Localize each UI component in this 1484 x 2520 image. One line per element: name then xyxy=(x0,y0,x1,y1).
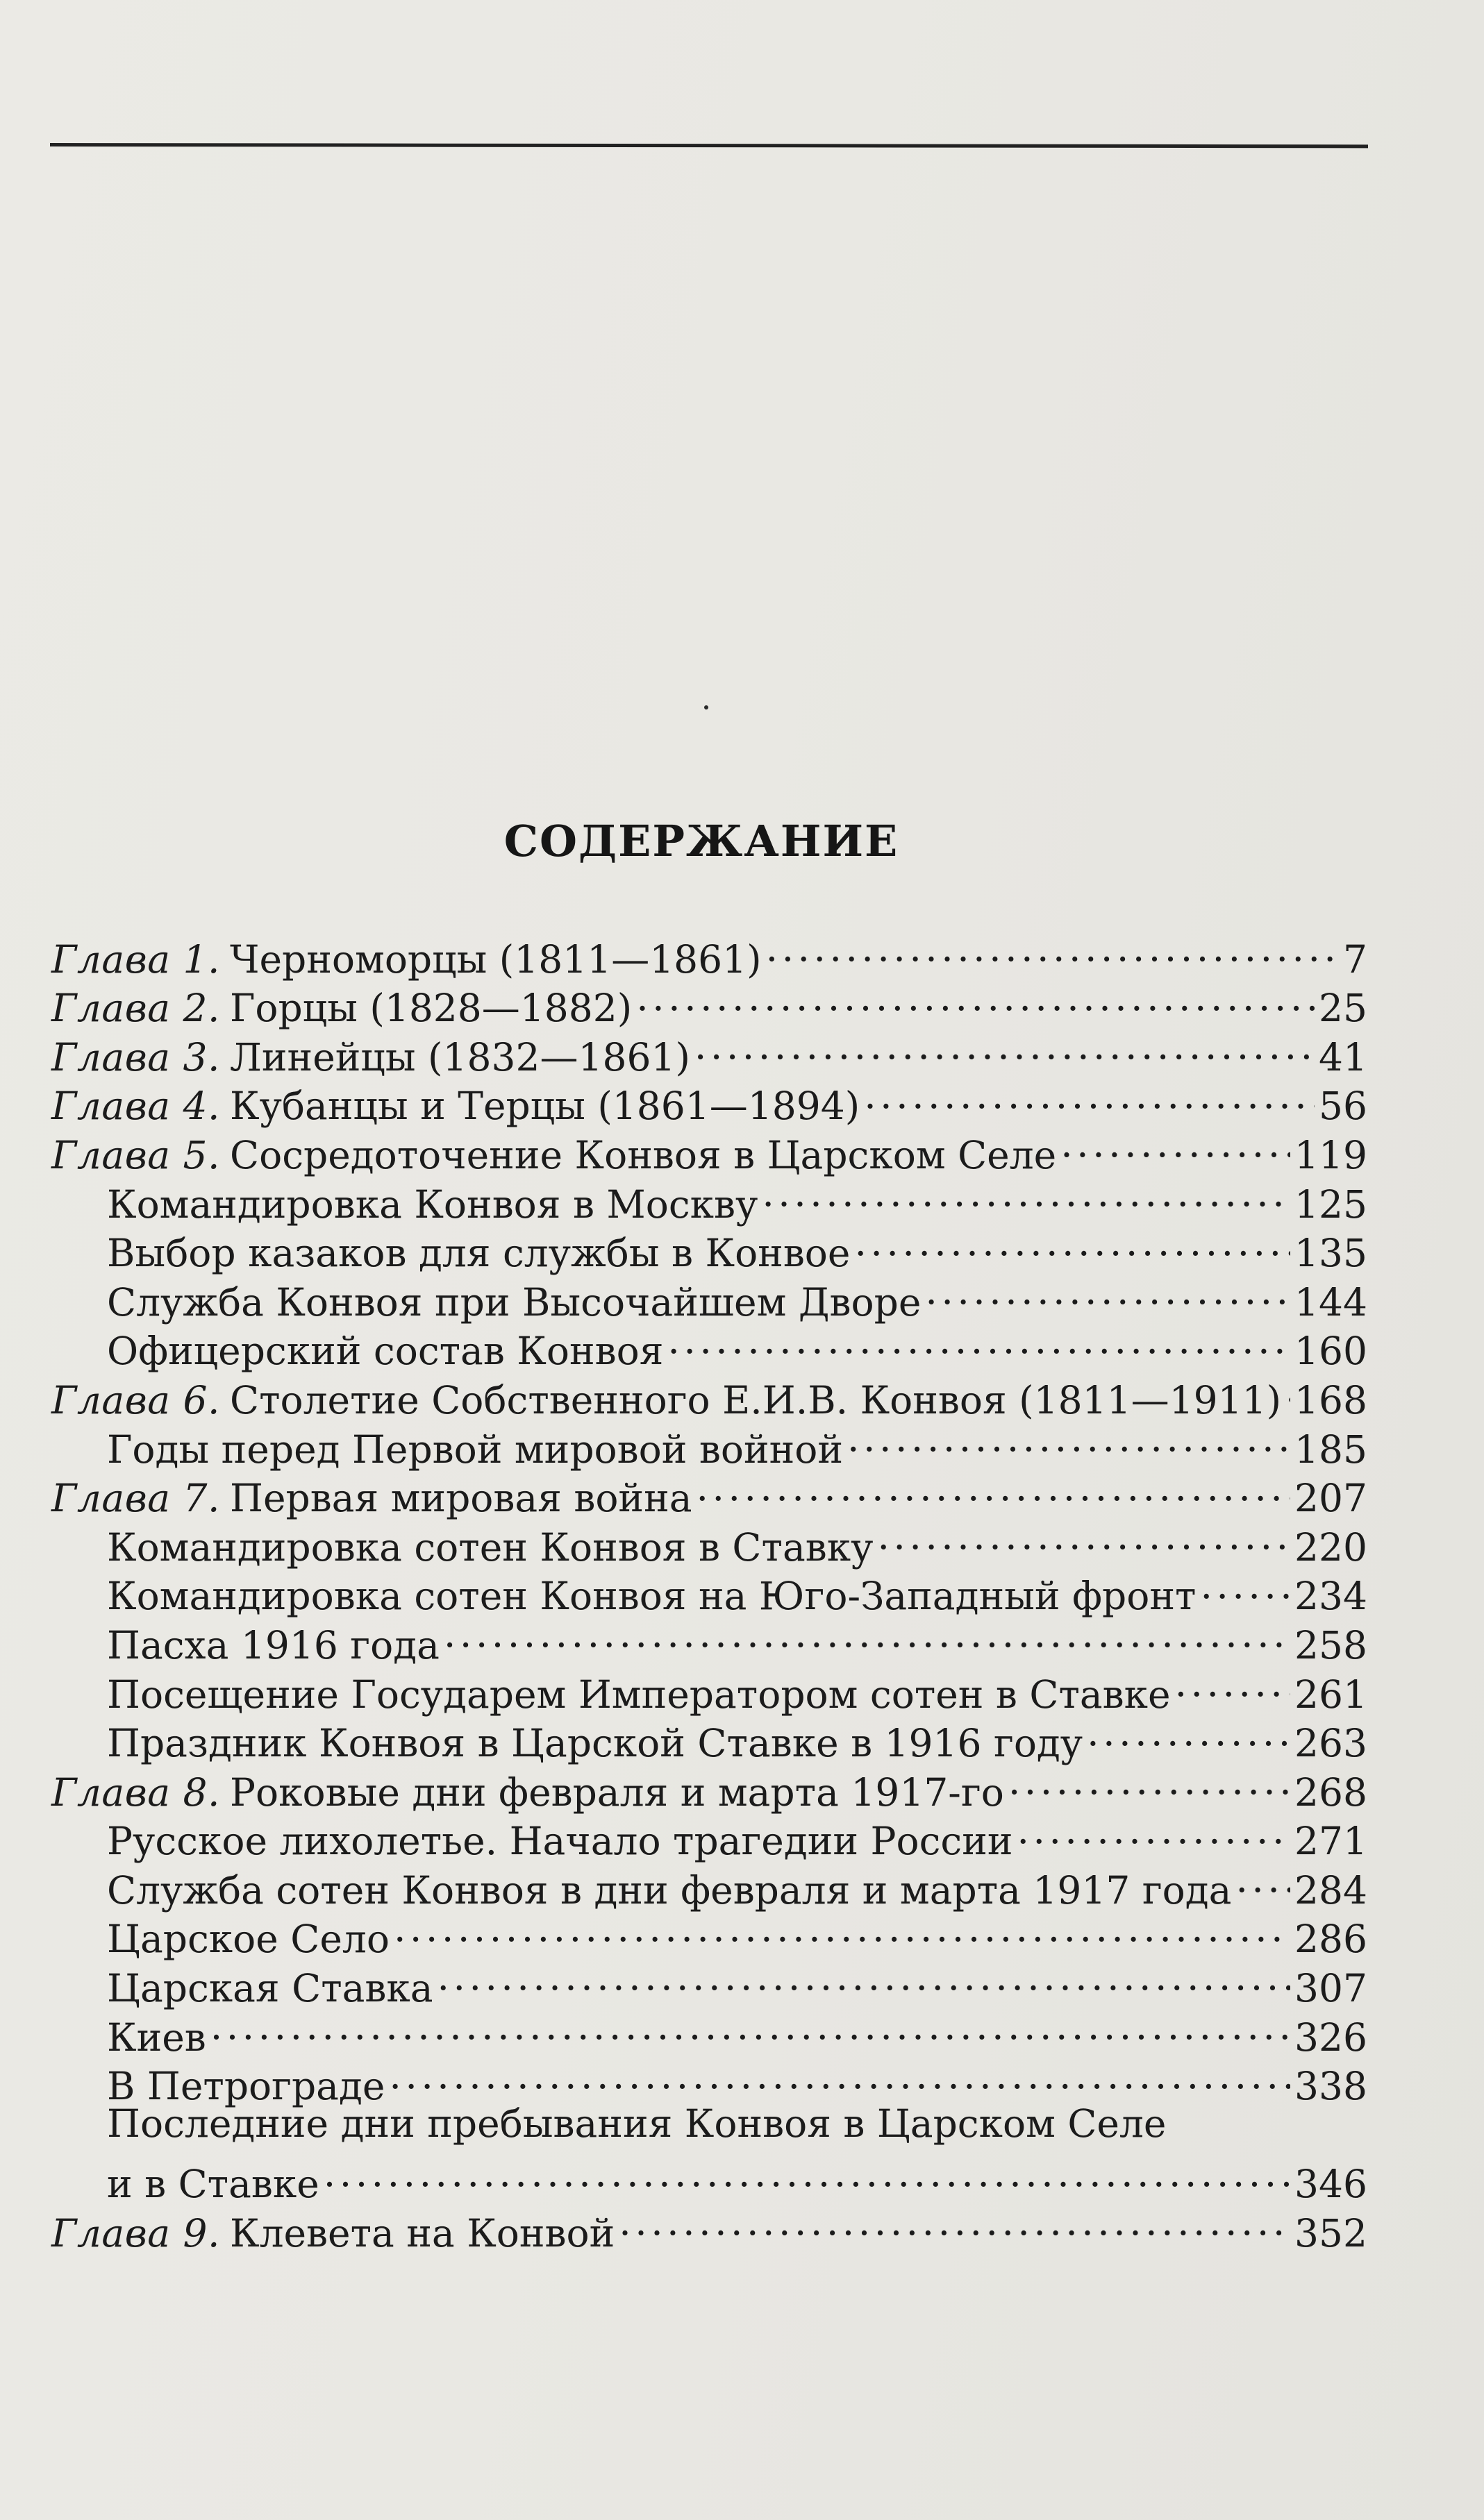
entry-title: Царская Ставка xyxy=(107,1966,433,2011)
table-of-contents xyxy=(51,923,1367,2256)
page-title: СОДЕРЖАНИЕ xyxy=(503,816,899,866)
leader-dots xyxy=(1017,1806,1290,1855)
entry-title: Черноморцы (1811—1861) xyxy=(230,936,762,982)
leader-dots xyxy=(1285,1364,1290,1413)
leader-dots xyxy=(1175,1658,1290,1708)
leader-dots xyxy=(1060,1119,1290,1168)
page-number: 25 xyxy=(1319,986,1367,1031)
leader-dots xyxy=(437,1952,1290,2001)
page-number: 284 xyxy=(1294,1867,1367,1913)
entry-title: и в Ставке xyxy=(107,2162,319,2207)
leader-dots xyxy=(1087,1708,1290,1757)
chapter-label: Глава 9. xyxy=(51,2211,220,2256)
page-number: 338 xyxy=(1294,2064,1367,2109)
entry-title: Командировка сотен Конвоя в Ставку xyxy=(107,1524,874,1570)
leader-dots xyxy=(1235,1854,1290,1904)
leader-dots xyxy=(1200,1561,1290,1610)
leader-dots xyxy=(619,2197,1290,2246)
chapter-label: Глава 5. xyxy=(51,1132,220,1177)
leader-dots xyxy=(847,1413,1290,1463)
leader-dots xyxy=(694,1021,1315,1070)
page-number: 326 xyxy=(1294,2015,1367,2060)
chapter-label: Глава 1. xyxy=(51,936,220,982)
entry-title: Служба Конвоя при Высочайшем Дворе xyxy=(107,1279,922,1325)
page-number: 144 xyxy=(1294,1279,1367,1325)
entry-title: Пасха 1916 года xyxy=(107,1622,440,1668)
entry-title: Столетие Собственного Е.И.В. Конвоя (1811—1911) xyxy=(230,1377,1282,1422)
top-rule xyxy=(50,143,1368,148)
page-number: 207 xyxy=(1294,1476,1367,1521)
chapter-label: Глава 4. xyxy=(51,1084,220,1129)
page-number: 346 xyxy=(1294,2162,1367,2207)
leader-dots xyxy=(389,2051,1290,2100)
entry-title: Кубанцы и Терцы (1861—1894) xyxy=(230,1084,860,1129)
leader-dots xyxy=(444,1609,1290,1658)
entry-title: Линейцы (1832—1861) xyxy=(230,1034,690,1080)
entry-title: В Петрограде xyxy=(107,2064,385,2109)
entry-title: Роковые дни февраля и марта 1917-го xyxy=(230,1770,1004,1815)
chapter-label: Глава 8. xyxy=(51,1770,220,1815)
leader-dots xyxy=(210,2001,1290,2051)
page-number: 268 xyxy=(1294,1770,1367,1815)
entry-title: Служба сотен Конвоя в дни февраля и марта 1917 года xyxy=(107,1867,1232,1913)
leader-dots xyxy=(697,1463,1290,1512)
chapter-label: Глава 2. xyxy=(51,986,220,1031)
page-number: 185 xyxy=(1294,1427,1367,1472)
entry-title: Русское лихолетье. Начало трагедии России xyxy=(107,1819,1013,1864)
page-number: 125 xyxy=(1294,1182,1367,1227)
entry-title: Последние дни пребывания Конвоя в Царском Селе xyxy=(107,2101,1167,2147)
chapter-label: Глава 7. xyxy=(51,1476,220,1521)
leader-dots xyxy=(762,1168,1290,1218)
entry-title: Праздник Конвоя в Царской Ставке в 1916 году xyxy=(107,1721,1083,1766)
leader-dots xyxy=(1008,1756,1290,1806)
entry-title: Сосредоточение Конвоя в Царском Селе xyxy=(230,1132,1057,1177)
page-number: 271 xyxy=(1294,1819,1367,1864)
page-number: 56 xyxy=(1319,1084,1367,1129)
leader-dots xyxy=(636,973,1315,1022)
leader-dots xyxy=(925,1266,1290,1316)
toc-subentry xyxy=(51,2051,1367,2109)
entry-title: Офицерский состав Конвоя xyxy=(107,1329,664,1374)
toc-subentry-continuation xyxy=(51,2149,1367,2207)
page-number: 7 xyxy=(1343,936,1367,982)
page-number: 261 xyxy=(1294,1672,1367,1717)
entry-title: Клевета на Конвой xyxy=(230,2211,615,2256)
leader-dots xyxy=(766,923,1339,973)
page-number: 263 xyxy=(1294,1721,1367,1766)
entry-title: Киев xyxy=(107,2015,206,2060)
page-number: 220 xyxy=(1294,1524,1367,1570)
toc-subentry xyxy=(51,2099,1367,2149)
stray-dot xyxy=(704,705,708,709)
page-number: 160 xyxy=(1294,1329,1367,1374)
page-number: 41 xyxy=(1319,1034,1367,1080)
entry-title: Выбор казаков для службы в Конвое xyxy=(107,1231,851,1276)
page-number: 307 xyxy=(1294,1966,1367,2011)
entry-title: Посещение Государем Императором сотен в Ставке xyxy=(107,1672,1171,1717)
toc-subentry xyxy=(51,2001,1367,2060)
leader-dots xyxy=(877,1511,1290,1561)
page-number: 119 xyxy=(1294,1132,1367,1177)
entry-title: Командировка сотен Конвоя на Юго-Западный фронт xyxy=(107,1574,1197,1619)
entry-title: Первая мировая война xyxy=(230,1476,692,1521)
entry-title: Годы перед Первой мировой войной xyxy=(107,1427,844,1472)
entry-title: Командировка Конвоя в Москву xyxy=(107,1182,758,1227)
leader-dots xyxy=(667,1316,1290,1365)
leader-dots xyxy=(864,1070,1315,1120)
page-number: 135 xyxy=(1294,1231,1367,1276)
entry-title: Горцы (1828—1882) xyxy=(230,986,633,1031)
page-number: 286 xyxy=(1294,1917,1367,1962)
chapter-label: Глава 6. xyxy=(51,1377,220,1422)
entry-title: Царское Село xyxy=(107,1917,390,1962)
page-number: 352 xyxy=(1294,2211,1367,2256)
page-number: 168 xyxy=(1294,1377,1367,1422)
leader-dots xyxy=(854,1218,1290,1267)
leader-dots xyxy=(324,2149,1290,2198)
page-number: 258 xyxy=(1294,1622,1367,1668)
page-number: 234 xyxy=(1294,1574,1367,1619)
toc-entry xyxy=(51,923,1367,982)
leader-dots xyxy=(394,1904,1290,1953)
chapter-label: Глава 3. xyxy=(51,1034,220,1080)
